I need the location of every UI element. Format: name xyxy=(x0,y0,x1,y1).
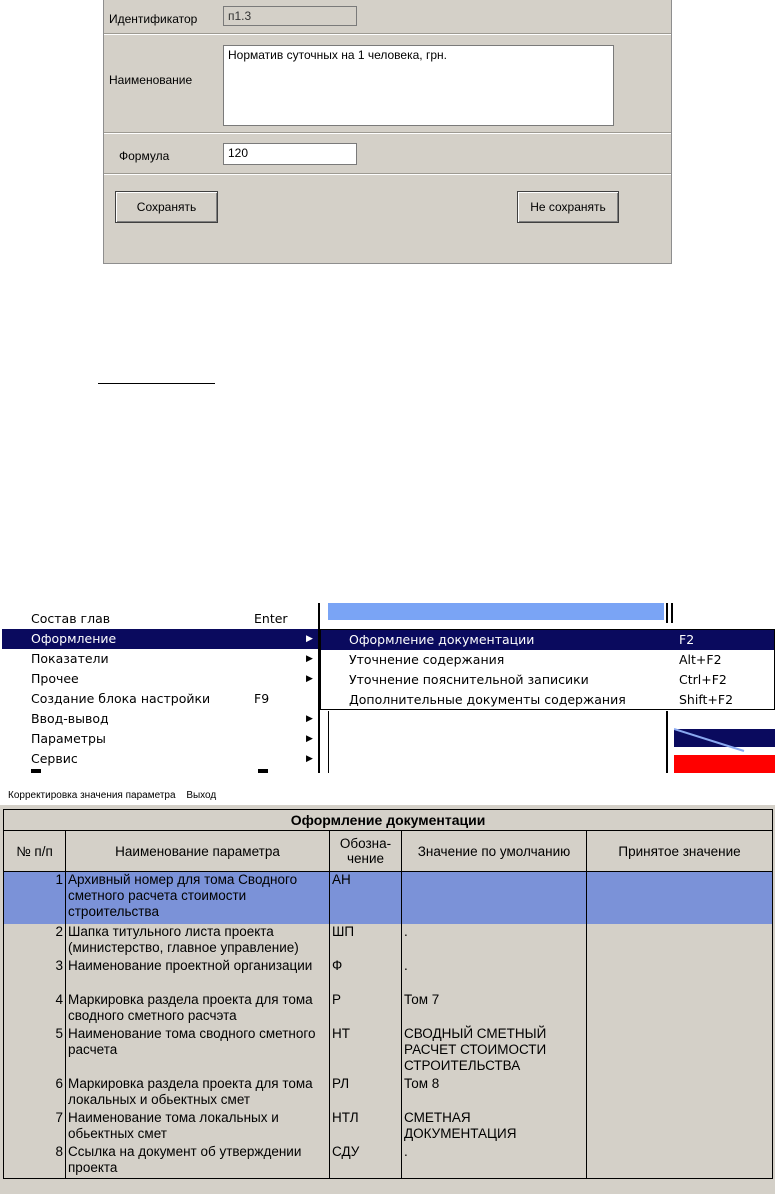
submenu-item-doc-formatting[interactable] xyxy=(321,630,774,650)
row-default: . xyxy=(402,924,587,958)
submenu-item-label: Дополнительные документы содержания xyxy=(349,692,626,707)
row-accepted[interactable] xyxy=(587,1076,773,1110)
menu-item-label: Создание блока настройки xyxy=(31,691,211,706)
column-header-number: № п/п xyxy=(4,831,66,872)
menu-edit-parameter-value[interactable]: Корректировка значения параметра xyxy=(8,790,176,801)
divider xyxy=(671,603,673,623)
row-name: Архивный номер для тома Сводного сметного расчета стоимости строительства xyxy=(66,872,330,925)
row-name: Маркировка раздела проекта для тома локальных и обьектных смет xyxy=(66,1076,330,1110)
column-header-name: Наименование параметра xyxy=(66,831,330,872)
submenu-item-label: Уточнение пояснительной записики xyxy=(349,672,589,687)
row-default: . xyxy=(402,1144,587,1179)
row-default: Том 8 xyxy=(402,1076,587,1110)
row-code: ШП xyxy=(330,924,402,958)
menu-item-label: Прочее xyxy=(31,671,79,686)
menu-item-other[interactable] xyxy=(2,669,318,689)
menu-item-create-settings-block[interactable] xyxy=(2,689,318,709)
row-code: НТЛ xyxy=(330,1110,402,1144)
row-name: Наименование проектной организации xyxy=(66,958,330,992)
table-row[interactable] xyxy=(4,1026,773,1076)
decorative-graphic-icon xyxy=(674,711,775,773)
submenu-item-refine-note[interactable] xyxy=(321,670,774,690)
row-number: 4 xyxy=(4,992,66,1026)
submenu-arrow-icon: ▶ xyxy=(306,654,313,664)
menu-item-label: Сервис xyxy=(31,751,78,766)
row-code: НТ xyxy=(330,1026,402,1076)
menu-item-formatting[interactable] xyxy=(2,629,318,649)
submenu-item-shortcut: Shift+F2 xyxy=(679,692,734,707)
row-accepted[interactable] xyxy=(587,958,773,992)
parameter-edit-dialog xyxy=(103,0,672,264)
background-panel xyxy=(328,711,665,773)
divider xyxy=(666,711,668,773)
row-accepted[interactable] xyxy=(587,1110,773,1144)
submenu-item-refine-content[interactable] xyxy=(321,650,774,670)
row-number: 2 xyxy=(4,924,66,958)
table-row[interactable] xyxy=(4,1144,773,1179)
divider xyxy=(104,173,671,175)
row-default: . xyxy=(402,958,587,992)
divider xyxy=(104,33,671,35)
identifier-label: Идентификатор xyxy=(109,12,198,26)
submenu-arrow-icon: ▶ xyxy=(306,734,313,744)
formula-label: Формула xyxy=(119,149,170,163)
row-name: Ссылка на документ об утверждении проекта xyxy=(66,1144,330,1179)
row-accepted[interactable] xyxy=(587,992,773,1026)
row-default: СВОДНЫЙ СМЕТНЫЙ РАСЧЕТ СТОИМОСТИ СТРОИТЕЛЬСТВА xyxy=(402,1026,587,1076)
submenu-item-shortcut: Ctrl+F2 xyxy=(679,672,727,687)
divider xyxy=(104,132,671,134)
menu-item-service[interactable] xyxy=(2,749,318,769)
table-row[interactable] xyxy=(4,958,773,992)
underline-mark xyxy=(98,383,215,384)
menu-exit[interactable]: Выход xyxy=(186,790,217,801)
menu-item-shortcut: F9 xyxy=(254,691,270,706)
submenu-item-shortcut: Alt+F2 xyxy=(679,652,722,667)
table-title: Оформление документации xyxy=(4,810,773,831)
menu-item-label: Показатели xyxy=(31,651,109,666)
divider xyxy=(666,603,668,623)
save-button[interactable]: Сохранять xyxy=(115,191,218,223)
row-code: РЛ xyxy=(330,1076,402,1110)
row-default: Том 7 xyxy=(402,992,587,1026)
submenu-panel xyxy=(320,629,775,710)
parameters-table xyxy=(3,809,773,1179)
submenu-item-label: Уточнение содержания xyxy=(349,652,505,667)
clipped-menu-shortcut xyxy=(258,769,268,773)
row-name: Маркировка раздела проекта для тома сводного сметного расчэта xyxy=(66,992,330,1026)
menu-item-label: Параметры xyxy=(31,731,106,746)
identifier-field: п1.3 xyxy=(223,6,357,26)
doc-formatting-window xyxy=(0,787,775,1194)
menu-item-indicators[interactable] xyxy=(2,649,318,669)
menu-item-parameters[interactable] xyxy=(2,729,318,749)
row-number: 7 xyxy=(4,1110,66,1144)
main-menu-screenshot xyxy=(2,603,775,773)
menu-item-label: Оформление xyxy=(31,631,117,646)
menu-item-label: Ввод-вывод xyxy=(31,711,109,726)
row-accepted[interactable] xyxy=(587,872,773,925)
menu-bar-highlight xyxy=(328,603,664,620)
table-row[interactable] xyxy=(4,924,773,958)
row-code: АН xyxy=(330,872,402,925)
window-menubar xyxy=(0,787,775,805)
submenu-arrow-icon: ▶ xyxy=(306,754,313,764)
row-accepted[interactable] xyxy=(587,1026,773,1076)
row-accepted[interactable] xyxy=(587,1144,773,1179)
column-header-accepted: Принятое значение xyxy=(587,831,773,872)
table-row[interactable] xyxy=(4,1076,773,1110)
row-number: 6 xyxy=(4,1076,66,1110)
row-code: СДУ xyxy=(330,1144,402,1179)
formula-input[interactable]: 120 xyxy=(223,143,357,165)
row-name: Шапка титульного листа проекта (министерство, главное управление) xyxy=(66,924,330,958)
row-code: Ф xyxy=(330,958,402,992)
submenu-arrow-icon: ▶ xyxy=(306,714,313,724)
name-label: Наименование xyxy=(109,73,193,87)
clipped-menu-item xyxy=(31,769,41,773)
row-number: 8 xyxy=(4,1144,66,1179)
row-number: 3 xyxy=(4,958,66,992)
table-row[interactable] xyxy=(4,872,773,925)
dont-save-button[interactable]: Не сохранять xyxy=(517,191,619,223)
menu-item-input-output[interactable] xyxy=(2,709,318,729)
submenu-item-shortcut: F2 xyxy=(679,632,695,647)
row-accepted[interactable] xyxy=(587,924,773,958)
row-name: Наименование тома сводного сметного расчета xyxy=(66,1026,330,1076)
menu-item-chapters[interactable] xyxy=(2,609,318,629)
submenu-item-label: Оформление документации xyxy=(349,632,535,647)
submenu-item-additional-docs[interactable] xyxy=(321,690,774,710)
column-header-code: Обозна-чение xyxy=(330,831,402,872)
row-number: 5 xyxy=(4,1026,66,1076)
submenu-arrow-icon: ▶ xyxy=(306,634,313,644)
row-default: СМЕТНАЯ ДОКУМЕНТАЦИЯ xyxy=(402,1110,587,1144)
submenu-arrow-icon: ▶ xyxy=(306,674,313,684)
table-row[interactable] xyxy=(4,1110,773,1144)
row-number: 1 xyxy=(4,872,66,925)
table-row[interactable] xyxy=(4,992,773,1026)
menu-item-label: Состав глав xyxy=(31,611,111,626)
name-textarea[interactable]: Норматив суточных на 1 человека, грн. xyxy=(223,45,614,126)
column-header-default: Значение по умолчанию xyxy=(402,831,587,872)
row-name: Наименование тома локальных и обьектных смет xyxy=(66,1110,330,1144)
row-code: Р xyxy=(330,992,402,1026)
row-default xyxy=(402,872,587,925)
menu-item-shortcut: Enter xyxy=(254,611,288,626)
